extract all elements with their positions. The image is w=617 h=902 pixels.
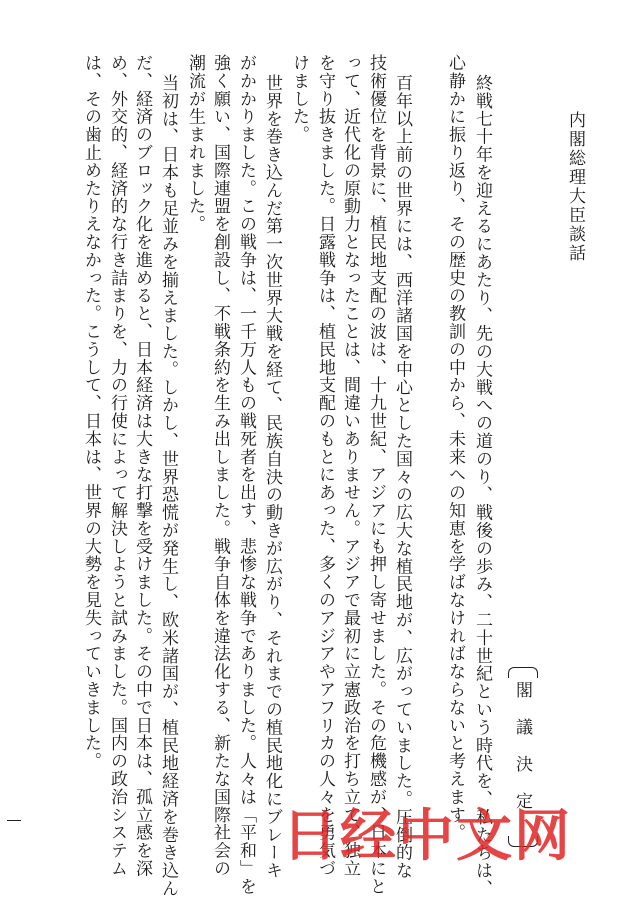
text-column: 技術優位を背景に、植民地支配の波は、十九世紀、アジアにも押し寄せました。その危機感が、日本にと [366,54,386,896]
document-title: 内閣総理大臣談話 [565,111,585,263]
text-column: め、外交的、経済的な行き詰まりを、力の行使によって解決しようと試みました。国内の政治システム [107,54,127,878]
cabinet-decision-label: 閣議決定 [512,681,532,829]
text-column: だ、経済のブロック化を進めると、日本経済は大きな打撃を受けました。その中で日本は、孤立感を深 [132,54,152,878]
text-column: けました。 [289,54,309,144]
text-column: 心静かに振り返り、その歴史の教訓の中から、未来への知恵を学ばなければならないと考えます。 [445,54,465,842]
text-column: って、近代化の原動力となったことは、間違いありません。アジアで最初に立憲政治を打ち立て、独立 [340,54,360,878]
text-column: 終戦七十年を迎えるにあたり、先の大戦への道のり、戦後の歩み、二十世紀という時代を、私たちは、 [472,74,492,898]
text-column: を守り抜きました。日露戦争は、植民地支配のもとにあった、多くのアジアやアフリカの人々を勇気づ [315,54,335,878]
watermark: 日经中文网 [282,804,572,869]
text-column: は、その歯止めたりえなかった。こうして、日本は、世界の大勢を見失っていきました。 [81,54,101,770]
text-column: 百年以上前の世界には、西洋諸国を中心とした国々の広大な植民地が、広がっていました。圧倒的な [392,74,412,880]
text-column: 当初は、日本も足並みを揃えました。しかし、世界恐慌が発生し、欧米諸国が、植民地経済を巻き込ん [158,74,178,898]
margin-mark [7,820,21,821]
text-column: 世界を巻き込んだ第一次世界大戦を経て、民族自決の動きが広がり、それまでの植民地化にブレーキ [262,74,282,880]
text-column: 潮流が生まれました。 [185,54,205,233]
text-column: 強く願い、国際連盟を創設し、不戦条約を生み出しました。戦争自体を違法化する、新たな国際社会の [210,54,230,878]
bracket-top [508,667,538,678]
text-column: がかかりました。この戦争は、一千万人もの戦死者を出す、悲惨な戦争でありました。人々は「平和」を [236,54,256,896]
